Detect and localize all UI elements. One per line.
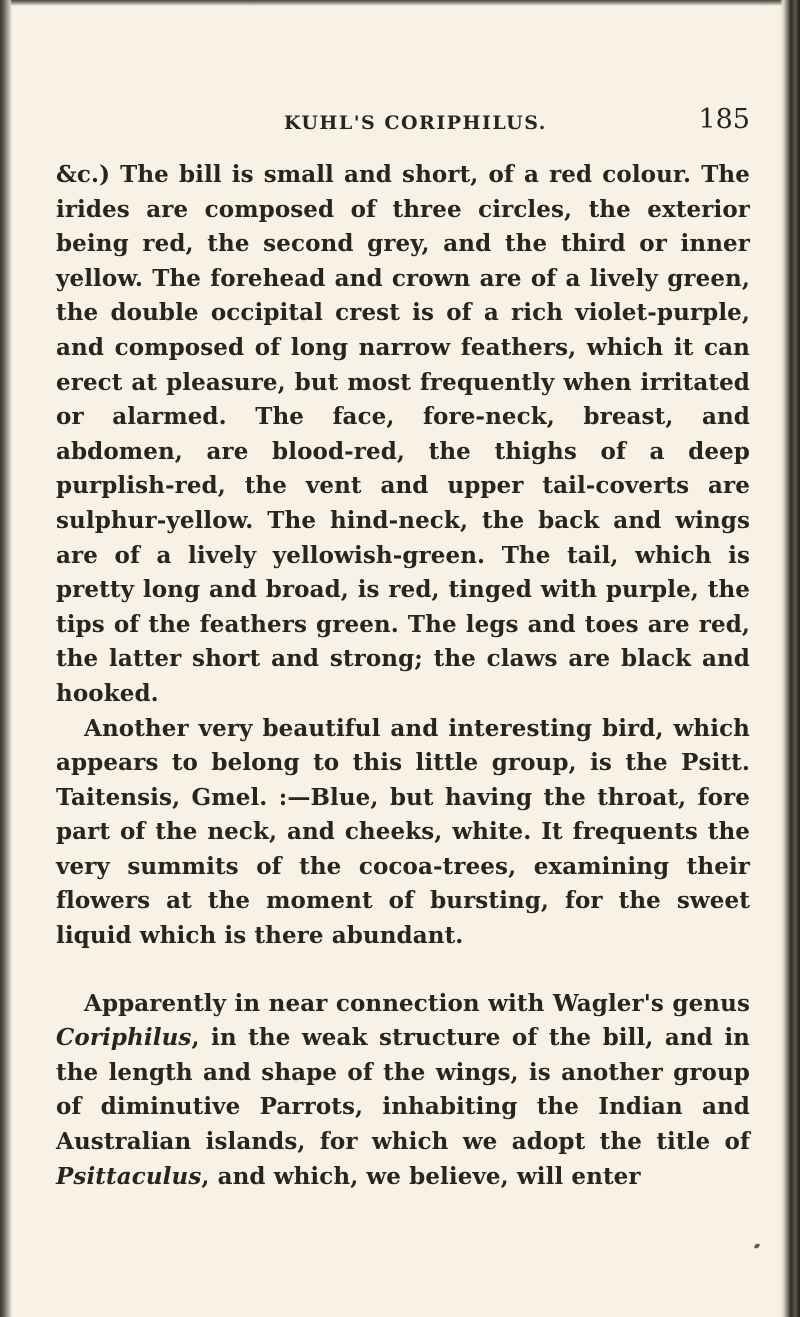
paragraph-2: Another very beautiful and interesting bird, which appears to belong to this little group, is the Psitt. Taitensis, Gmel. :—Blue, but having the throat, fore part of the neck, and cheeks, white. It frequents the very summits of the cocoa-trees, examining their flowers at the moment of bursting, for the sweet liquid which is there abundant. bbox=[56, 714, 750, 950]
paper-speck bbox=[753, 1243, 760, 1250]
page-header bbox=[60, 104, 750, 144]
page-top-edge bbox=[0, 0, 800, 6]
page-left-edge bbox=[0, 0, 12, 1317]
paragraph-3-text-a: Apparently in near connection with Wagler's genus bbox=[84, 989, 750, 1017]
group-title: Psittaculus bbox=[56, 1162, 202, 1190]
paragraph-3-text-c: , and which, we believe, will enter bbox=[201, 1162, 641, 1190]
running-head: KUHL'S CORIPHILUS. bbox=[284, 112, 547, 134]
body-text bbox=[56, 158, 750, 1194]
genus-name: Coriphilus bbox=[56, 1024, 192, 1052]
paragraph-3-text-b: , in the weak structure of the bill, and in the length and shape of the wings, is another group of diminutive Parrots, inhabiting the Indian and Australian islands, for which we adopt the title of bbox=[56, 1024, 750, 1156]
paragraph-3 bbox=[56, 987, 750, 1195]
page-binding-edge bbox=[780, 0, 800, 1317]
paragraph-1: &c.) The bill is small and short, of a red colour. The irides are composed of three circles, the exterior being red, the second grey, and the third or inner yellow. The forehead and crown are of a lively green, the double occipital crest is of a rich violet-purple, and composed of long narrow feathers, which it can erect at pleasure, but most frequently when irritated or alarmed. The face, fore-neck, breast, and abdomen, are blood-red, the thighs of a deep purplish-red, the vent and upper tail-coverts are sulphur-yellow. The hind-neck, the back and wings are of a lively yellowish-green. The tail, which is pretty long and broad, is red, tinged with purple, the tips of the feathers green. The legs and toes are red, the latter short and strong; the claws are black and hooked. bbox=[56, 161, 750, 707]
page-number: 185 bbox=[698, 104, 750, 135]
